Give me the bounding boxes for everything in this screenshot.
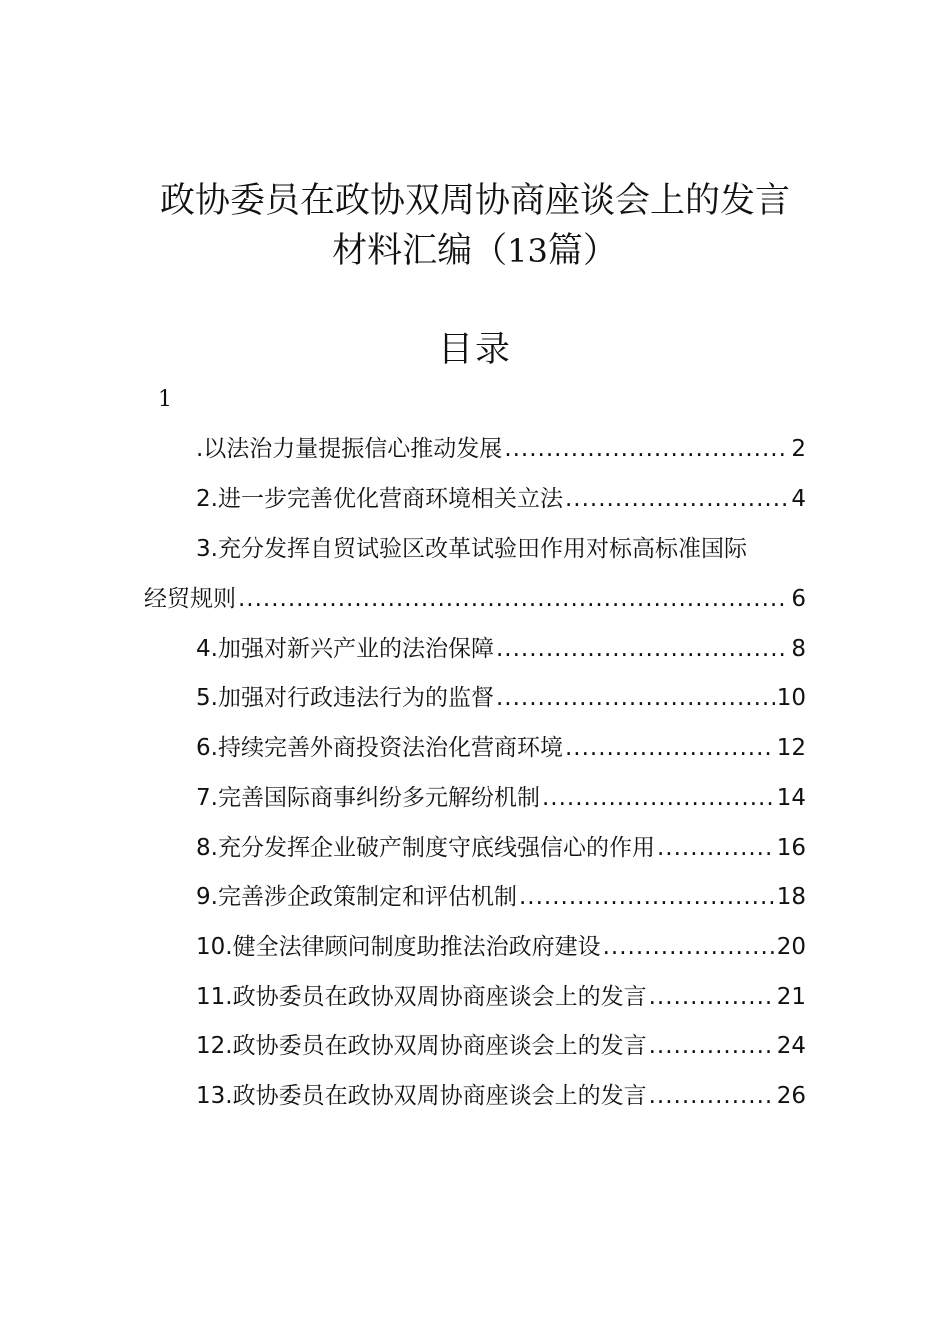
toc-entry-8[interactable] [196, 831, 806, 865]
document-title-line-2 [0, 227, 950, 275]
toc-entry-label: 7.完善国际商事纠纷多元解纷机制 [196, 785, 540, 811]
toc-entry-page: 12 [776, 735, 806, 761]
toc-entry-page: 2 [791, 436, 806, 462]
toc-entry-3-first-line[interactable]: 3.充分发挥自贸试验区改革试验田作用对标高标准国际 [196, 536, 747, 562]
toc-leader-dots [565, 482, 789, 516]
toc-entry-11[interactable] [196, 980, 806, 1014]
title-suffix: 篇） [547, 231, 618, 271]
toc-entry-page: 16 [776, 835, 806, 861]
toc-entry-13[interactable] [196, 1079, 806, 1113]
toc-entry-3[interactable] [144, 582, 806, 616]
toc-entry-label: 11.政协委员在政协双周协商座谈会上的发言 [196, 984, 647, 1010]
toc-entry-page: 21 [776, 984, 806, 1010]
toc-leader-dots [649, 980, 775, 1014]
toc-entry-page: 8 [791, 636, 806, 662]
toc-entry-page: 24 [776, 1033, 806, 1059]
toc-entry-7[interactable] [196, 781, 806, 815]
toc-entry-label: 10.健全法律顾问制度助推法治政府建设 [196, 934, 601, 960]
toc-leader-dots [657, 831, 775, 865]
title-prefix: 材料汇编（ [332, 231, 508, 271]
toc-entry-page: 4 [791, 486, 806, 512]
toc-entry-2[interactable] [196, 482, 806, 516]
toc-leader-dots [496, 632, 789, 666]
toc-entry-label: 经贸规则 [144, 586, 236, 612]
toc-leader-dots [504, 432, 789, 466]
toc-entry-4[interactable] [196, 632, 806, 666]
toc-leader-dots [542, 781, 775, 815]
toc-entry-5[interactable] [196, 681, 806, 715]
toc-entry-page: 14 [776, 785, 806, 811]
toc-entry-label: 13.政协委员在政协双周协商座谈会上的发言 [196, 1083, 647, 1109]
toc-entry-page: 26 [776, 1083, 806, 1109]
toc-entry-label: 12.政协委员在政协双周协商座谈会上的发言 [196, 1033, 647, 1059]
toc-entry-label: 5.加强对行政违法行为的监督 [196, 685, 494, 711]
toc-entry-page: 20 [776, 934, 806, 960]
toc-entry-page: 6 [791, 586, 806, 612]
toc-entry-label: 9.完善涉企政策制定和评估机制 [196, 884, 517, 910]
toc-leader-dots [565, 731, 775, 765]
toc-leader-dots [519, 880, 775, 914]
title-count: 13 [507, 232, 548, 270]
toc-leader-dots [649, 1029, 775, 1063]
toc-leader-dots [649, 1079, 775, 1113]
toc-entry-6[interactable] [196, 731, 806, 765]
toc-entry-label: 6.持续完善外商投资法治化营商环境 [196, 735, 563, 761]
toc-leader-dots [238, 582, 789, 616]
document-title-line-1: 政协委员在政协双周协商座谈会上的发言 [159, 181, 790, 221]
toc-entry-page: 10 [776, 685, 806, 711]
toc-entry-label: .以法治力量提振信心推动发展 [196, 436, 503, 462]
toc-leader-dots [603, 930, 775, 964]
toc-leader-dots [496, 681, 775, 715]
toc-entry-9[interactable] [196, 880, 806, 914]
toc-entry-page: 18 [776, 884, 806, 910]
toc-entry-10[interactable] [196, 930, 806, 964]
toc-entry-label: 2.进一步完善优化营商环境相关立法 [196, 486, 563, 512]
stray-number: 1 [158, 387, 172, 412]
toc-heading: 目录 [437, 330, 512, 370]
toc-entry-label: 4.加强对新兴产业的法治保障 [196, 636, 494, 662]
toc-entry-12[interactable] [196, 1029, 806, 1063]
toc-entry-1[interactable] [196, 432, 806, 466]
toc-entry-label: 8.充分发挥企业破产制度守底线强信心的作用 [196, 835, 655, 861]
